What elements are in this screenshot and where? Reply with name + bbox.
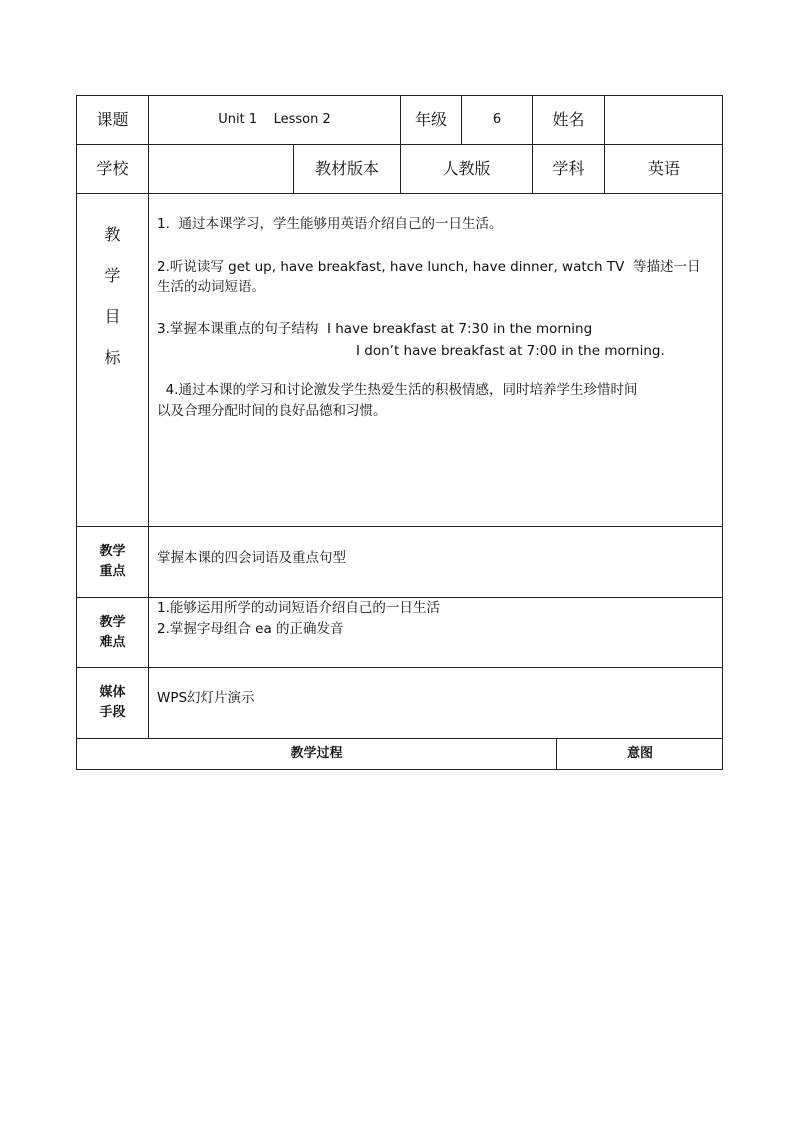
objectives-label-char: 学 (104, 266, 121, 285)
objective-item-3-line-2: I don’t have breakfast at 7:00 in the morning. (356, 343, 665, 359)
subject-value: 英语 (647, 159, 680, 179)
school-value (149, 145, 293, 193)
lesson-plan-table (76, 95, 723, 770)
edition-value: 人教版 (442, 159, 491, 179)
media-label-line: 手段 (99, 705, 126, 720)
difficulties-label (77, 598, 148, 667)
difficulties-label-line: 难点 (99, 634, 126, 650)
intent-header: 意图 (626, 746, 653, 762)
objective-item-2-line-2: 生活的动词短语。 (157, 279, 265, 295)
objective-item-3-line-1: 3.掌握本课重点的句子结构 I have breakfast at 7:30 in the morning (157, 321, 593, 337)
grade-value: 6 (492, 112, 502, 128)
objectives-label-char: 标 (104, 348, 121, 367)
media-text: WPS幻灯片演示 (157, 690, 255, 706)
objective-item-2-line-1: 2.听说读写 get up, have breakfast, have lunch, have dinner, watch TV 等描述一日 (157, 259, 701, 275)
objective-item-1: 1. 通过本课学习，学生能够用英语介绍自己的一日生活。 (157, 216, 503, 232)
key-points-label (77, 527, 148, 597)
key-points-label-line: 教学 (99, 544, 126, 559)
name-label: 姓名 (552, 110, 585, 130)
school-label: 学校 (96, 159, 129, 179)
topic-value: Unit 1 Lesson 2 (218, 112, 331, 128)
objective-item-4-line-2: 以及合理分配时间的良好品德和习惯。 (157, 403, 387, 419)
media-label (77, 668, 148, 738)
objectives-label (77, 214, 148, 378)
process-header: 教学过程 (290, 746, 343, 762)
objectives-label-char: 教 (104, 225, 121, 244)
row-divider (77, 193, 723, 194)
key-points-label-line: 重点 (99, 564, 126, 579)
key-points-text: 掌握本课的四会词语及重点句型 (157, 550, 346, 566)
edition-label: 教材版本 (314, 159, 379, 179)
name-value (605, 96, 723, 144)
topic-label: 课题 (96, 110, 129, 130)
objectives-label-char: 目 (104, 307, 121, 326)
row-divider (77, 526, 723, 527)
subject-label: 学科 (552, 159, 585, 179)
media-label-line: 媒体 (99, 685, 126, 700)
difficulties-label-line: 教学 (99, 614, 126, 630)
row-divider (77, 667, 723, 668)
difficulties-line-1: 1.能够运用所学的动词短语介绍自己的一日生活 (157, 600, 440, 616)
difficulties-line-2: 2.掌握字母组合 ea 的正确发音 (157, 621, 344, 637)
grade-label: 年级 (414, 110, 447, 130)
objective-item-4-line-1: 4.通过本课的学习和讨论激发学生热爱生活的积极情感，同时培养学生珍惜时间 (157, 382, 638, 398)
